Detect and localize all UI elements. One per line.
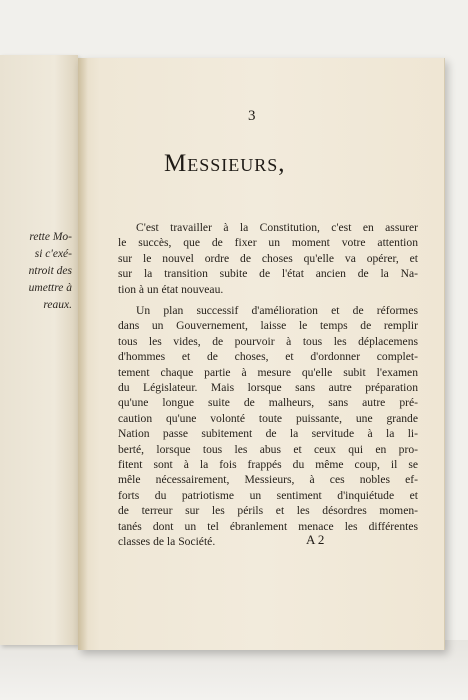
page-heading: Messieurs, [164,150,286,177]
text-line: tous les vides, de pourvoir à tous les déplacemens [118,334,418,348]
text-line: sur la transition subite de l'état ancien de la Na- [118,267,418,281]
left-page-line: reaux. [43,299,72,311]
left-page-line: si c'exé- [34,248,72,260]
text-line: sur le nouvel ordre de choses qu'elle va opérer, et [118,251,418,265]
text-line: C'est travailler à la Constitution, c'est en assurer [136,221,418,234]
signature-mark: A 2 [306,532,325,547]
text-line: forts du patriotisme un sentiment d'inquiétude et [118,488,418,502]
text-line: tion à un état nouveau. [118,282,224,296]
paragraph-2 [118,303,418,550]
text-line: tement chaque partie à mesure qu'elle subit l'examen [118,365,418,379]
document-page [78,58,445,650]
text-line: de terreur sur les périls et les désordres momen- [118,504,418,518]
left-page-line: umettre à [28,282,72,294]
text-line: tanés dont un tel ébranlement menace les différentes [118,519,418,533]
text-line: qu'une longue suite de malheurs, sans autre pré- [118,396,418,410]
page-number: 3 [248,108,256,124]
text-line: berté, lorsque tous les abus et ceux qui en pro- [118,442,418,456]
text-line: fitent sont à la fois frappés du même coup, il se [118,458,418,472]
left-page-line: rette Mo- [29,231,72,243]
text-line: caution qu'une volonté toute puissante, une grande [118,411,418,425]
text-line: Un plan successif d'amélioration et de réformes [136,304,418,317]
page-gutter [78,58,88,650]
left-page-line: ntroit des [28,265,72,277]
text-line: du Législateur. Mais lorsque sans autre préparation [118,381,418,395]
text-line: Nation passe subitement de la servitude à la li- [118,427,418,441]
text-line: classes de la Société. [118,535,216,549]
text-line: dans un Gouvernement, laisse le temps de remplir [118,319,418,333]
text-line: d'hommes et de choses, et d'ordonner complet- [118,350,418,364]
text-line: mêle nécessairement, Messieurs, à ces nobles ef- [118,473,418,487]
left-page [0,55,78,645]
text-line: le succès, que de fixer un moment votre attention [118,236,418,250]
paragraph-1 [118,220,418,297]
